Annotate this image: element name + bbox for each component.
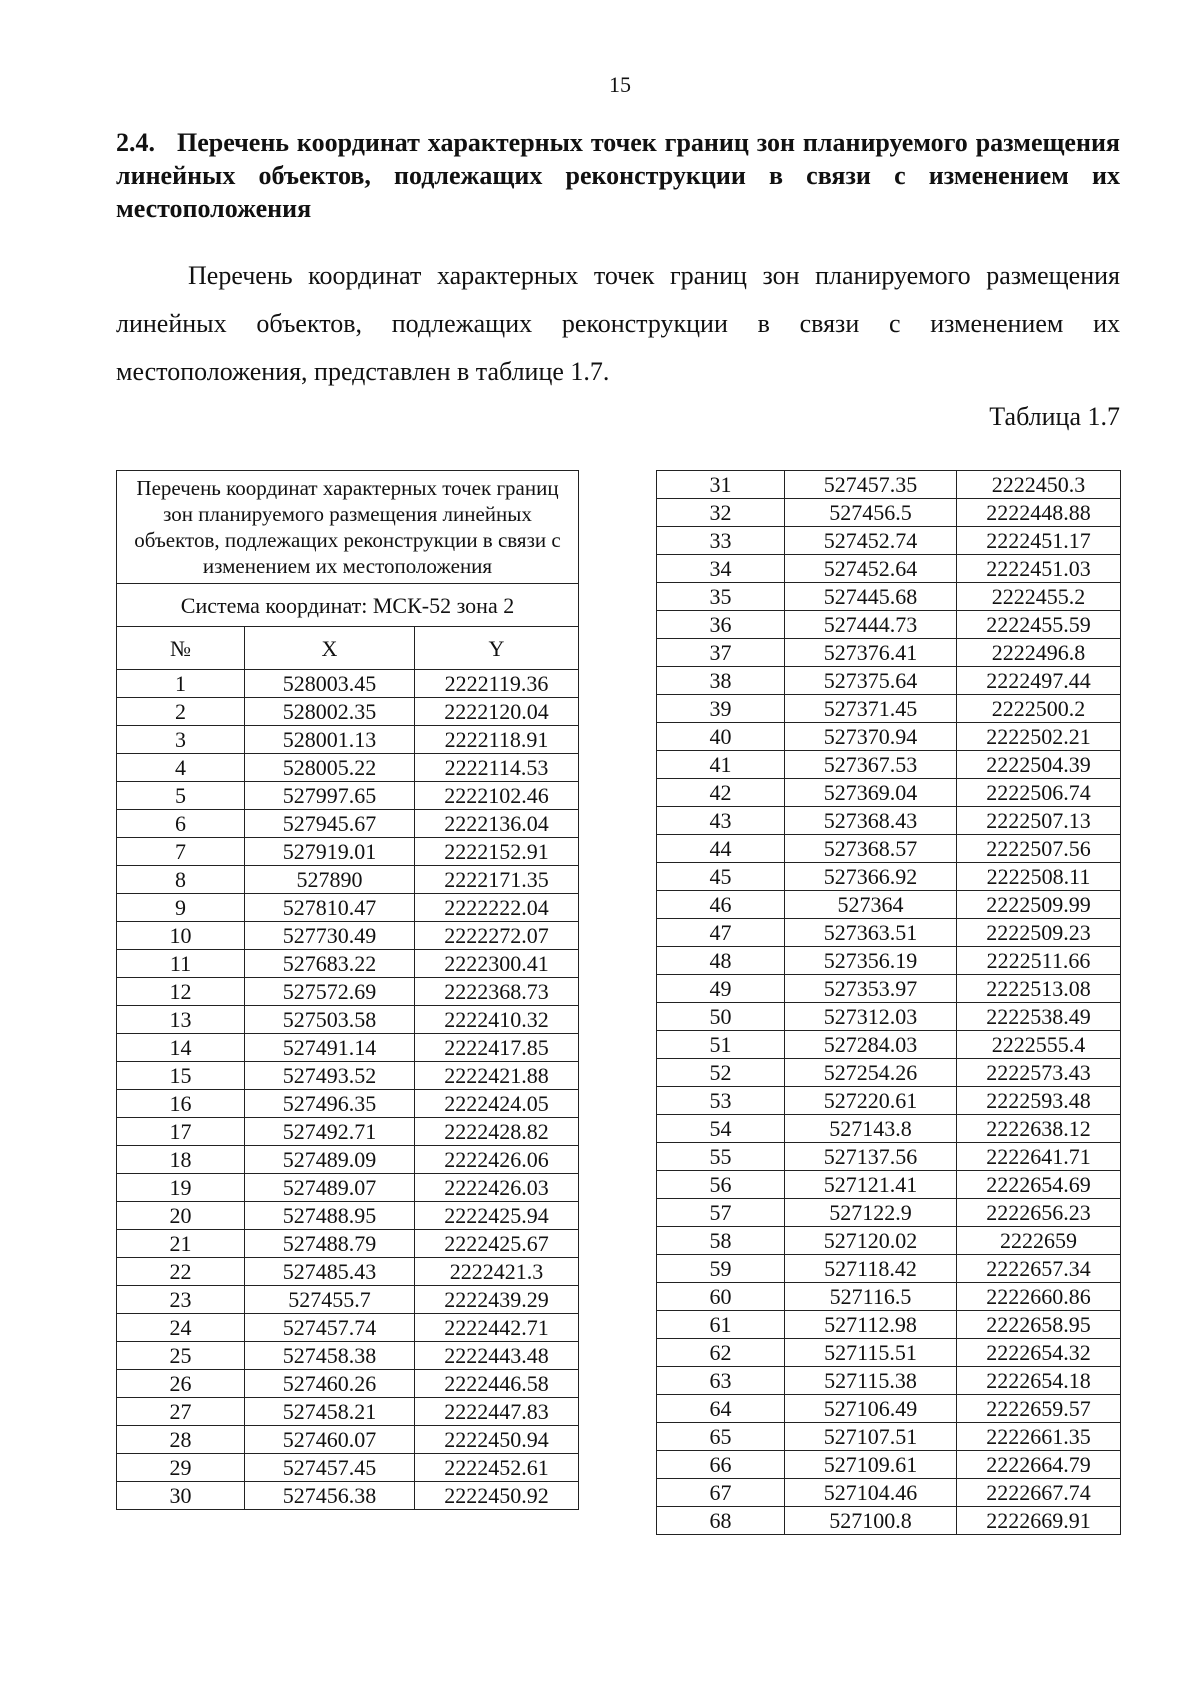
table-row [117,838,579,866]
x-value: 527116.5 [785,1283,957,1311]
point-number: 7 [117,838,245,866]
point-number: 38 [657,667,785,695]
y-value: 2222659.57 [957,1395,1121,1423]
y-value: 2222654.32 [957,1339,1121,1367]
x-value: 527572.69 [245,978,415,1006]
x-value: 527370.94 [785,723,957,751]
table-row [657,1087,1121,1115]
y-value: 2222421.88 [415,1062,579,1090]
x-value: 527107.51 [785,1423,957,1451]
point-number: 29 [117,1454,245,1482]
y-value: 2222497.44 [957,667,1121,695]
point-number: 28 [117,1426,245,1454]
table-row [657,1451,1121,1479]
table-row [657,1031,1121,1059]
y-value: 2222509.23 [957,919,1121,947]
point-number: 59 [657,1255,785,1283]
x-value: 527496.35 [245,1090,415,1118]
x-value: 527121.41 [785,1171,957,1199]
x-value: 527683.22 [245,950,415,978]
x-value: 527122.9 [785,1199,957,1227]
table-row [657,611,1121,639]
y-value: 2222425.67 [415,1230,579,1258]
point-number: 67 [657,1479,785,1507]
y-value: 2222502.21 [957,723,1121,751]
x-value: 527368.57 [785,835,957,863]
table-row [117,1202,579,1230]
table-row [117,1258,579,1286]
table-row [657,1255,1121,1283]
intro-paragraph: Перечень координат характерных точек границ зон планируемого размещения линейных объектов, подлежащих реконструкции в связи с изменением их местоположения, представлен в таблице 1.7. [116,261,1120,386]
table-row [657,1479,1121,1507]
y-value: 2222455.59 [957,611,1121,639]
x-value: 527491.14 [245,1034,415,1062]
table-row [657,947,1121,975]
x-value: 527489.09 [245,1146,415,1174]
x-value: 527115.51 [785,1339,957,1367]
y-value: 2222504.39 [957,751,1121,779]
table-body-left [117,670,579,1510]
point-number: 48 [657,947,785,975]
point-number: 39 [657,695,785,723]
table-row [117,1062,579,1090]
y-value: 2222555.4 [957,1031,1121,1059]
coordinate-system: Система координат: МСК-52 зона 2 [117,584,579,627]
table-row [657,667,1121,695]
point-number: 33 [657,527,785,555]
y-value: 2222500.2 [957,695,1121,723]
y-value: 2222447.83 [415,1398,579,1426]
point-number: 18 [117,1146,245,1174]
y-value: 2222451.17 [957,527,1121,555]
point-number: 50 [657,1003,785,1031]
table-caption: Таблица 1.7 [989,402,1120,431]
x-value: 527455.7 [245,1286,415,1314]
table-row [657,835,1121,863]
table-row [657,1143,1121,1171]
y-value: 2222152.91 [415,838,579,866]
table-row [657,975,1121,1003]
table-row [117,1034,579,1062]
y-value: 2222410.32 [415,1006,579,1034]
x-value: 527485.43 [245,1258,415,1286]
point-number: 4 [117,754,245,782]
table-row [657,1171,1121,1199]
point-number: 20 [117,1202,245,1230]
table-row [117,1146,579,1174]
point-number: 12 [117,978,245,1006]
table-row [117,1286,579,1314]
point-number: 15 [117,1062,245,1090]
x-value: 527452.74 [785,527,957,555]
table-row [117,950,579,978]
y-value: 2222507.56 [957,835,1121,863]
table-row [657,1395,1121,1423]
table-row [117,670,579,698]
table-row [657,891,1121,919]
point-number: 19 [117,1174,245,1202]
x-value: 527356.19 [785,947,957,975]
point-number: 43 [657,807,785,835]
point-number: 52 [657,1059,785,1087]
point-number: 46 [657,891,785,919]
point-number: 68 [657,1507,785,1535]
table-row [117,894,579,922]
x-value: 527106.49 [785,1395,957,1423]
y-value: 2222654.69 [957,1171,1121,1199]
point-number: 27 [117,1398,245,1426]
x-value: 527100.8 [785,1507,957,1535]
x-value: 527457.74 [245,1314,415,1342]
x-value: 527376.41 [785,639,957,667]
table-row [117,1006,579,1034]
x-value: 527503.58 [245,1006,415,1034]
table-row [657,1507,1121,1535]
table-row [657,807,1121,835]
y-value: 2222443.48 [415,1342,579,1370]
x-value: 527890 [245,866,415,894]
y-value: 2222102.46 [415,782,579,810]
y-value: 2222656.23 [957,1199,1121,1227]
point-number: 8 [117,866,245,894]
table-row [657,555,1121,583]
point-number: 24 [117,1314,245,1342]
table-row [117,726,579,754]
section-number: 2.4. [116,128,155,157]
point-number: 26 [117,1370,245,1398]
y-value: 2222506.74 [957,779,1121,807]
table-row [117,978,579,1006]
x-value: 527488.95 [245,1202,415,1230]
point-number: 31 [657,471,785,499]
point-number: 30 [117,1482,245,1510]
point-number: 6 [117,810,245,838]
table-row [117,782,579,810]
table-row [117,1426,579,1454]
table-body-right [657,471,1121,1535]
point-number: 45 [657,863,785,891]
table-row [657,527,1121,555]
point-number: 60 [657,1283,785,1311]
x-value: 527363.51 [785,919,957,947]
y-value: 2222450.92 [415,1482,579,1510]
y-value: 2222450.94 [415,1426,579,1454]
table-row [117,698,579,726]
y-value: 2222425.94 [415,1202,579,1230]
x-value: 527118.42 [785,1255,957,1283]
point-number: 32 [657,499,785,527]
table-row [657,1311,1121,1339]
table-row [657,723,1121,751]
coordinates-table-left [116,470,579,1510]
x-value: 528005.22 [245,754,415,782]
point-number: 56 [657,1171,785,1199]
y-value: 2222272.07 [415,922,579,950]
x-value: 527444.73 [785,611,957,639]
x-value: 527367.53 [785,751,957,779]
table-row [657,695,1121,723]
y-value: 2222426.06 [415,1146,579,1174]
x-value: 527312.03 [785,1003,957,1031]
table-row [117,1230,579,1258]
point-number: 21 [117,1230,245,1258]
y-value: 2222511.66 [957,947,1121,975]
point-number: 40 [657,723,785,751]
x-value: 527456.38 [245,1482,415,1510]
y-value: 2222508.11 [957,863,1121,891]
point-number: 42 [657,779,785,807]
x-value: 527104.46 [785,1479,957,1507]
y-value: 2222638.12 [957,1115,1121,1143]
y-value: 2222538.49 [957,1003,1121,1031]
table-row [657,499,1121,527]
x-value: 527120.02 [785,1227,957,1255]
y-value: 2222222.04 [415,894,579,922]
table-row [657,751,1121,779]
point-number: 3 [117,726,245,754]
table-row [657,471,1121,499]
point-number: 58 [657,1227,785,1255]
table-row [657,583,1121,611]
x-value: 527458.38 [245,1342,415,1370]
x-value: 528003.45 [245,670,415,698]
x-value: 527368.43 [785,807,957,835]
x-value: 527220.61 [785,1087,957,1115]
y-value: 2222446.58 [415,1370,579,1398]
table-row [117,1118,579,1146]
point-number: 44 [657,835,785,863]
table-row [657,779,1121,807]
table-row [657,1423,1121,1451]
x-value: 527115.38 [785,1367,957,1395]
y-value: 2222660.86 [957,1283,1121,1311]
point-number: 2 [117,698,245,726]
point-number: 23 [117,1286,245,1314]
point-number: 10 [117,922,245,950]
point-number: 9 [117,894,245,922]
table-row [117,1370,579,1398]
x-value: 527489.07 [245,1174,415,1202]
x-value: 527457.35 [785,471,957,499]
y-value: 2222452.61 [415,1454,579,1482]
y-value: 2222641.71 [957,1143,1121,1171]
x-value: 527109.61 [785,1451,957,1479]
y-value: 2222421.3 [415,1258,579,1286]
page-number: 15 [609,72,631,97]
table-row [117,1174,579,1202]
y-value: 2222442.71 [415,1314,579,1342]
x-value: 527457.45 [245,1454,415,1482]
x-value: 527488.79 [245,1230,415,1258]
coordinates-table-right [656,470,1121,1535]
x-value: 527284.03 [785,1031,957,1059]
y-value: 2222667.74 [957,1479,1121,1507]
x-value: 528002.35 [245,698,415,726]
point-number: 63 [657,1367,785,1395]
table-row [657,863,1121,891]
y-value: 2222658.95 [957,1311,1121,1339]
y-value: 2222417.85 [415,1034,579,1062]
point-number: 41 [657,751,785,779]
y-value: 2222654.18 [957,1367,1121,1395]
x-value: 527375.64 [785,667,957,695]
x-value: 527730.49 [245,922,415,950]
table-row [117,754,579,782]
y-value: 2222448.88 [957,499,1121,527]
y-value: 2222171.35 [415,866,579,894]
point-number: 5 [117,782,245,810]
point-number: 54 [657,1115,785,1143]
table-row [657,1227,1121,1255]
y-value: 2222509.99 [957,891,1121,919]
table-row [657,1283,1121,1311]
point-number: 22 [117,1258,245,1286]
point-number: 11 [117,950,245,978]
y-value: 2222439.29 [415,1286,579,1314]
table-row [117,1454,579,1482]
x-value: 528001.13 [245,726,415,754]
y-value: 2222496.8 [957,639,1121,667]
point-number: 25 [117,1342,245,1370]
point-number: 35 [657,583,785,611]
y-value: 2222661.35 [957,1423,1121,1451]
y-value: 2222455.2 [957,583,1121,611]
x-value: 527810.47 [245,894,415,922]
x-value: 527919.01 [245,838,415,866]
table-row [117,1314,579,1342]
point-number: 34 [657,555,785,583]
point-number: 16 [117,1090,245,1118]
y-value: 2222368.73 [415,978,579,1006]
point-number: 51 [657,1031,785,1059]
y-value: 2222114.53 [415,754,579,782]
x-value: 527458.21 [245,1398,415,1426]
y-value: 2222428.82 [415,1118,579,1146]
point-number: 14 [117,1034,245,1062]
point-number: 66 [657,1451,785,1479]
y-value: 2222669.91 [957,1507,1121,1535]
column-header-x: X [245,627,415,670]
point-number: 55 [657,1143,785,1171]
x-value: 527137.56 [785,1143,957,1171]
y-value: 2222513.08 [957,975,1121,1003]
column-header-number: № [117,627,245,670]
table-row [117,1398,579,1426]
y-value: 2222573.43 [957,1059,1121,1087]
table-row [657,1003,1121,1031]
table-title: Перечень координат характерных точек границ зон планируемого размещения линейных объектов, подлежащих реконструкции в связи с изменением их местоположения [117,471,579,584]
table-row [657,1367,1121,1395]
x-value: 527143.8 [785,1115,957,1143]
point-number: 57 [657,1199,785,1227]
x-value: 527492.71 [245,1118,415,1146]
x-value: 527366.92 [785,863,957,891]
table-row [117,1342,579,1370]
point-number: 13 [117,1006,245,1034]
y-value: 2222118.91 [415,726,579,754]
point-number: 47 [657,919,785,947]
y-value: 2222136.04 [415,810,579,838]
y-value: 2222119.36 [415,670,579,698]
table-row [657,1199,1121,1227]
x-value: 527460.07 [245,1426,415,1454]
y-value: 2222120.04 [415,698,579,726]
x-value: 527452.64 [785,555,957,583]
y-value: 2222450.3 [957,471,1121,499]
x-value: 527456.5 [785,499,957,527]
x-value: 527997.65 [245,782,415,810]
x-value: 527460.26 [245,1370,415,1398]
table-row [657,1339,1121,1367]
table-row [117,866,579,894]
x-value: 527369.04 [785,779,957,807]
table-row [657,1115,1121,1143]
y-value: 2222507.13 [957,807,1121,835]
point-number: 37 [657,639,785,667]
point-number: 17 [117,1118,245,1146]
y-value: 2222664.79 [957,1451,1121,1479]
point-number: 62 [657,1339,785,1367]
table-row [117,1090,579,1118]
table-row [117,810,579,838]
section-heading [116,126,1120,225]
x-value: 527353.97 [785,975,957,1003]
table-row [117,922,579,950]
x-value: 527493.52 [245,1062,415,1090]
point-number: 1 [117,670,245,698]
point-number: 49 [657,975,785,1003]
y-value: 2222659 [957,1227,1121,1255]
point-number: 64 [657,1395,785,1423]
point-number: 36 [657,611,785,639]
x-value: 527371.45 [785,695,957,723]
y-value: 2222593.48 [957,1087,1121,1115]
table-row [657,919,1121,947]
point-number: 61 [657,1311,785,1339]
x-value: 527364 [785,891,957,919]
table-row [117,1482,579,1510]
y-value: 2222426.03 [415,1174,579,1202]
point-number: 65 [657,1423,785,1451]
x-value: 527445.68 [785,583,957,611]
x-value: 527254.26 [785,1059,957,1087]
x-value: 527112.98 [785,1311,957,1339]
y-value: 2222300.41 [415,950,579,978]
table-row [657,639,1121,667]
section-title: Перечень координат характерных точек границ зон планируемого размещения линейных объектов, подлежащих реконструкции в связи с изменением их местоположения [116,128,1120,223]
x-value: 527945.67 [245,810,415,838]
point-number: 53 [657,1087,785,1115]
table-row [657,1059,1121,1087]
y-value: 2222424.05 [415,1090,579,1118]
y-value: 2222657.34 [957,1255,1121,1283]
y-value: 2222451.03 [957,555,1121,583]
column-header-y: Y [415,627,579,670]
